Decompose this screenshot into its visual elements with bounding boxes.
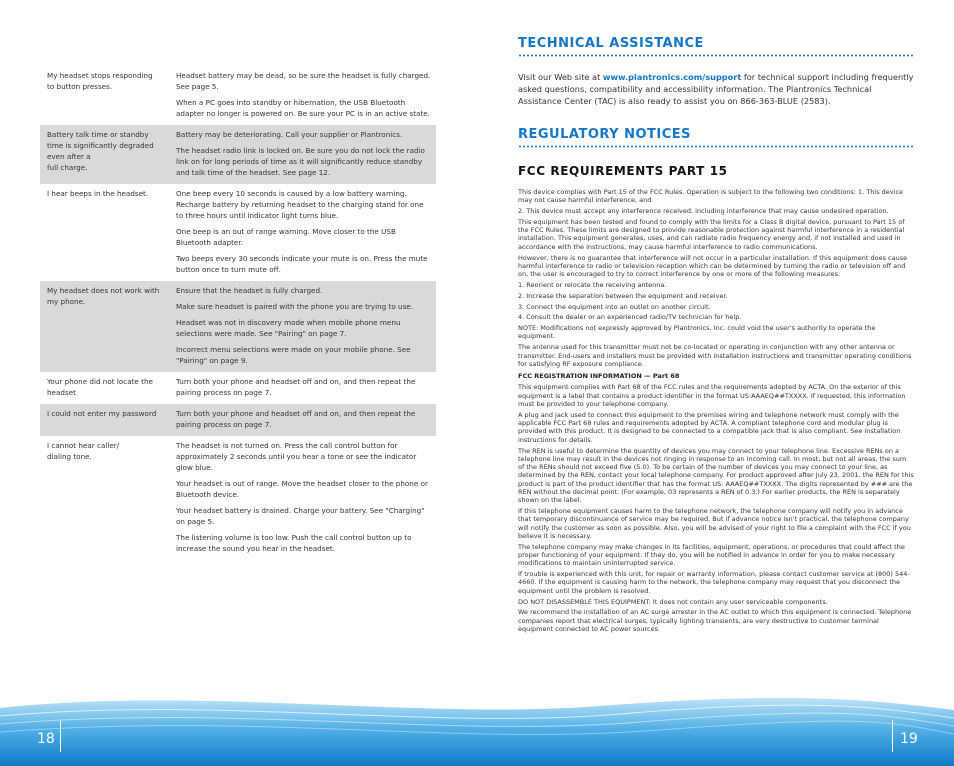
solution-text: Turn both your phone and headset off and on, and then repeat the pairing process on page 7. <box>176 377 416 397</box>
issue-text: My headset does not work with <box>47 286 160 295</box>
support-link[interactable]: www.plantronics.com/support <box>602 72 742 82</box>
footer-wave <box>0 690 954 766</box>
solution-text: Headset was not in discovery mode when mobile phone menu selections were made. See "Pairing" on page 7. <box>176 318 401 338</box>
issue-cell <box>40 440 176 554</box>
regulatory-paragraph: 2. This device must accept any interference received, including interference that may cause undesired operation. <box>518 207 889 216</box>
part68-paragraph: DO NOT DISASSEMBLE THIS EQUIPMENT: It does not contain any user serviceable components. <box>518 597 828 606</box>
solution-text: Your headset battery is drained. Charge your battery. See "Charging" on page 5. <box>176 506 425 526</box>
part68-paragraph: The REN is useful to determine the quantity of devices you may connect to your telephone line. Excessive RENs on a telephone line may result in the devices not ringing in response to an incoming call. In most, but not all areas, the sum of the RENs should not exceed five (5.0). To be certain of the number of devices you may connect to your line, as determined by the REN, contact your local telephone company. For product approved after July 23, 2001, the REN for this product is part of the product identifier that has the format US: AAAEQ##TXXXX. The digits represented by ### are the REN without the decimal point. (For example, 03 represents a REN of 0.3.) For earlier products, the REN is separately shown on the label. <box>518 446 914 505</box>
table-row <box>40 66 436 125</box>
troubleshooting-table <box>40 66 436 560</box>
solution-text: The headset radio link is locked on. Be sure you do not lock the radio link on for long periods of time as it will significantly reduce standby and talk time of the headset. See page 12. <box>176 146 425 177</box>
table-row <box>40 404 436 436</box>
right-page <box>518 36 914 636</box>
issue-cell <box>40 285 176 366</box>
page-number-left: 18 <box>37 731 55 747</box>
page-rule-right <box>892 720 893 752</box>
page-rule-left <box>60 720 61 752</box>
solution-cell <box>176 376 436 398</box>
tech-intro <box>518 71 914 107</box>
solution-text: Two beeps every 30 seconds indicate your mute is on. Press the mute button once to turn mute off. <box>176 254 428 274</box>
dotted-rule <box>518 54 914 57</box>
solution-text: Headset battery may be dead, so be sure the headset is fully charged. See page 5. <box>176 71 431 91</box>
issue-text: I could not enter my password <box>47 409 157 418</box>
solution-cell <box>176 129 436 178</box>
solution-text: One beep every 10 seconds is caused by a low battery warning. Recharge battery by returning headset to the charging stand for one to three hours until indicator light turns blue. <box>176 189 424 220</box>
solution-text: Make sure headset is paired with the phone you are trying to use. <box>176 302 414 311</box>
part68-paragraph: This equipment complies with Part 68 of the FCC rules and the requirements adopted by ACTA. On the exterior of this equipment is a label that contains a product identifier in the format US:AAAEQ##TXXXX. If requested, this information must be provided to your telephone company. <box>518 383 906 409</box>
regulatory-paragraph: 2. Increase the separation between the equipment and receiver. <box>518 291 728 300</box>
solution-cell <box>176 70 436 119</box>
issue-text: Battery talk time or standby <box>47 130 149 139</box>
solution-cell <box>176 188 436 275</box>
regulatory-paragraph: NOTE: Modifications not expressly approved by Plantronics, Inc. could void the user's authority to operate the equipment. <box>518 324 876 341</box>
regulatory-paragraph: This device complies with Part 15 of the FCC Rules. Operation is subject to the following two conditions: 1. This device may not cause harmful interference, and <box>518 188 904 205</box>
solution-text: Ensure that the headset is fully charged. <box>176 286 323 295</box>
issue-text: My headset stops responding <box>47 71 153 80</box>
part68-paragraph: We recommend the installation of an AC surge arrester in the AC outlet to which this equipment is connected. Telephone companies report that electrical surges, typically lighting transients, are very destructive to customer terminal equipment connected to AC power sources. <box>518 608 912 633</box>
issue-text: headset <box>47 388 76 397</box>
solution-cell <box>176 408 436 430</box>
table-row <box>40 372 436 404</box>
part68-paragraph: If this telephone equipment causes harm to the telephone network, the telephone company will notify you in advance that temporary discontinuance of service may be required. But if advance notice isn't practical, the telephone company will notify the customer as soon as possible. Also, you will be advised of your right to file a complaint with the FCC if you believe it is necessary. <box>518 507 911 540</box>
solution-text: The headset is not turned on. Press the call control button for approximately 2 seconds until you hear a tone or see the indicator glow blue. <box>176 441 417 472</box>
issue-text: I hear beeps in the headset. <box>47 189 149 198</box>
issue-text: Your phone did not locate the <box>47 377 153 386</box>
part68-heading: FCC REGISTRATION INFORMATION — Part 68 <box>518 372 680 381</box>
tech-pre: Visit our Web site at <box>518 72 603 82</box>
regulatory-heading: REGULATORY NOTICES <box>518 127 692 142</box>
page-number-right: 19 <box>900 731 918 747</box>
issue-cell <box>40 376 176 398</box>
regulatory-paragraph: 4. Consult the dealer or an experienced radio/TV technician for help. <box>518 313 742 322</box>
regulatory-body <box>518 188 914 633</box>
issue-text: even after a <box>47 152 91 161</box>
regulatory-paragraph: 1. Reorient or relocate the receiving antenna. <box>518 280 667 289</box>
part68-paragraph: If trouble is experienced with this unit, for repair or warranty information, please contact customer service at (800) 544-4660. If the equipment is causing harm to the network, the telephone company may request that you disconnect the equipment until the problem is resolved. <box>518 570 910 595</box>
issue-text: I cannot hear caller/ <box>47 441 120 450</box>
table-row <box>40 281 436 372</box>
table-row <box>40 125 436 184</box>
part68-paragraph: A plug and jack used to connect this equipment to the premises wiring and telephone network must comply with the applicable FCC Part 68 rules and requirements adopted by ACTA. A compliant telephone cord and modular plug is provided with this product. It is designed to be connected to a compatible jack that is also compliant. See installation instructions for details. <box>518 410 901 444</box>
issue-text: time is significantly degraded <box>47 141 154 150</box>
regulatory-paragraph: 3. Connect the equipment into an outlet on another circuit. <box>518 302 711 311</box>
solution-text: Incorrect menu selections were made on your mobile phone. See "Pairing" on page 9. <box>176 345 411 365</box>
solution-text: When a PC goes into standby or hibernation, the USB Bluetooth adapter no longer is powered on. Be sure your PC is in an active state. <box>176 98 430 118</box>
issue-text: my phone. <box>47 297 86 306</box>
regulatory-paragraph: This equipment has been tested and found to comply with the limits for a Class B digital device, pursuant to Part 15 of the FCC Rules. These limits are designed to provide reasonable protection against harmful interference in a residential installation. This equipment generates, uses, and can radiate radio frequency energy and, if not installed and used in accordance with the instructions, may cause harmful interference to radio communications. <box>518 217 905 251</box>
table-row <box>40 436 436 560</box>
part68-paragraph: The telephone company may make changes in its facilities, equipment, operations, or procedures that could affect the proper functioning of your equipment. If they do, you will be notified in advance in order for you to make necessary modifications to maintain uninterrupted service. <box>518 542 905 568</box>
solution-text: Battery may be deteriorating. Call your supplier or Plantronics. <box>176 130 403 139</box>
issue-text: full charge. <box>47 163 88 172</box>
solution-text: One beep is an out of range warning. Move closer to the USB Bluetooth adapter. <box>176 227 396 247</box>
solution-text: The listening volume is too low. Push the call control button up to increase the sound you hear in the headset. <box>176 533 412 553</box>
solution-text: Your headset is out of range. Move the headset closer to the phone or Bluetooth device. <box>176 479 428 499</box>
dotted-rule <box>518 145 914 148</box>
solution-text: Turn both your phone and headset off and on, and then repeat the pairing process on page 7. <box>176 409 416 429</box>
issue-cell <box>40 70 176 119</box>
tech-post: for technical support including frequently asked questions, compatibility and accessibility information. The Plantronics Technical Assistance Center (TAC) is also ready to assist you on 866-363-BLUE (2583). <box>518 72 914 106</box>
issue-text: dialing tone. <box>47 452 92 461</box>
table-row <box>40 184 436 281</box>
solution-cell <box>176 285 436 366</box>
regulatory-paragraph: However, there is no guarantee that interference will not occur in a particular installation. If this equipment does cause harmful interference to radio or television reception which can be determined by turning the radio or television off and on, the user is encouraged to try to correct interference by one or more of the following measures: <box>518 253 908 279</box>
issue-cell <box>40 129 176 178</box>
regulatory-paragraph: The antenna used for this transmitter must not be co-located or operating in conjunction with any other antenna or transmitter. End-users and installers must be provided with installation instructions and transmitter operating conditions for satisfying RF exposure compliance. <box>518 343 912 368</box>
issue-text: to button presses. <box>47 82 113 91</box>
issue-cell <box>40 188 176 275</box>
tech-heading: TECHNICAL ASSISTANCE <box>518 36 704 51</box>
fcc-subheading: FCC REQUIREMENTS PART 15 <box>518 164 728 178</box>
issue-cell <box>40 408 176 430</box>
solution-cell <box>176 440 436 554</box>
